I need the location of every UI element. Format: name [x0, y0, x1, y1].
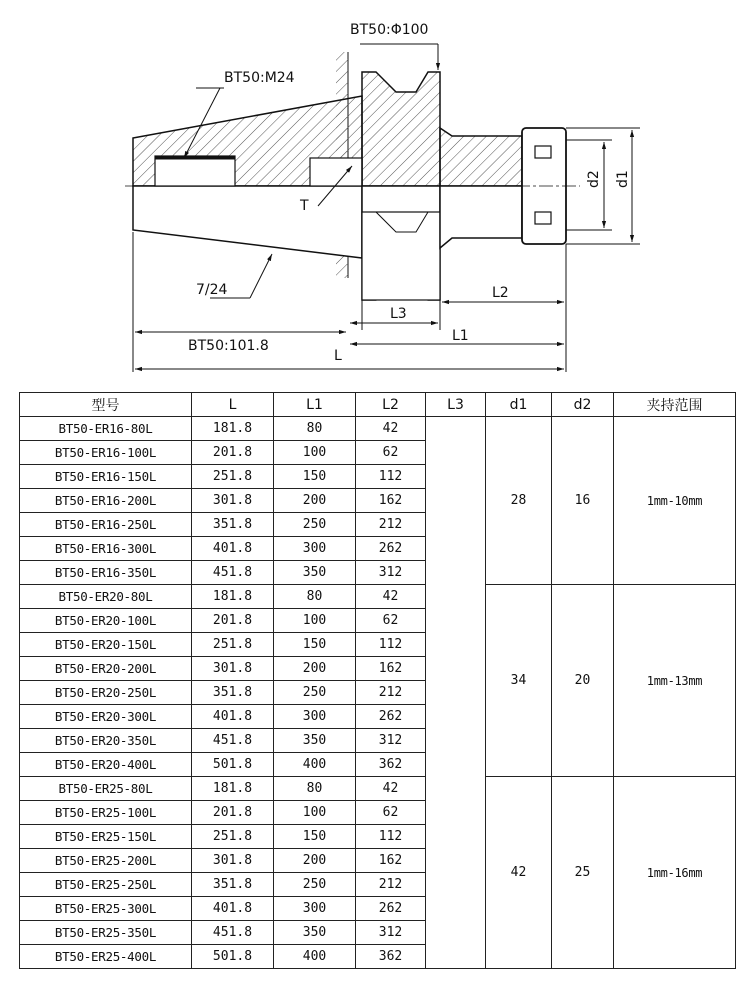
cell-L: 201.8 [192, 441, 274, 465]
cell-L: 201.8 [192, 801, 274, 825]
cell-L2: 262 [356, 705, 426, 729]
cell-L: 351.8 [192, 681, 274, 705]
cell-L1: 100 [274, 801, 356, 825]
cell-L2: 262 [356, 897, 426, 921]
label-tbolt: T [300, 198, 309, 214]
cell-L1: 200 [274, 657, 356, 681]
cell-d1: 42 [486, 777, 552, 969]
header-clamp-range: 夹持范围 [614, 393, 736, 417]
cell-L1: 250 [274, 681, 356, 705]
cell-d2: 20 [552, 585, 614, 777]
cell-L: 251.8 [192, 633, 274, 657]
cell-L1: 100 [274, 609, 356, 633]
label-L: L [334, 348, 342, 364]
cell-L1: 250 [274, 513, 356, 537]
cell-d2: 16 [552, 417, 614, 585]
cell-model: BT50-ER25-350L [20, 921, 192, 945]
cell-L3 [426, 417, 486, 969]
cell-L2: 212 [356, 513, 426, 537]
cell-L: 351.8 [192, 873, 274, 897]
cell-L1: 80 [274, 417, 356, 441]
cell-L2: 312 [356, 921, 426, 945]
cell-L2: 42 [356, 777, 426, 801]
cell-model: BT50-ER16-200L [20, 489, 192, 513]
cell-model: BT50-ER20-350L [20, 729, 192, 753]
cell-L2: 212 [356, 681, 426, 705]
label-thread: BT50:M24 [224, 70, 295, 86]
cell-L1: 350 [274, 561, 356, 585]
header-L1: L1 [274, 393, 356, 417]
cell-L: 401.8 [192, 537, 274, 561]
header-d1: d1 [486, 393, 552, 417]
cell-L1: 300 [274, 897, 356, 921]
cell-L: 181.8 [192, 417, 274, 441]
cell-L2: 112 [356, 633, 426, 657]
cell-clamp-range: 1mm-13mm [614, 585, 736, 777]
cell-L: 251.8 [192, 465, 274, 489]
cell-L2: 212 [356, 873, 426, 897]
cell-L: 251.8 [192, 825, 274, 849]
cell-L: 301.8 [192, 489, 274, 513]
cell-L2: 362 [356, 945, 426, 969]
table-row [20, 585, 736, 609]
cell-L: 181.8 [192, 777, 274, 801]
cell-L1: 400 [274, 753, 356, 777]
cell-L2: 162 [356, 657, 426, 681]
label-d1: d1 [615, 170, 631, 188]
cell-L2: 62 [356, 801, 426, 825]
cell-L1: 80 [274, 777, 356, 801]
cell-L2: 62 [356, 441, 426, 465]
cell-model: BT50-ER16-350L [20, 561, 192, 585]
cell-model: BT50-ER20-100L [20, 609, 192, 633]
cell-L: 451.8 [192, 921, 274, 945]
cell-model: BT50-ER20-150L [20, 633, 192, 657]
cell-model: BT50-ER20-250L [20, 681, 192, 705]
cell-model: BT50-ER25-250L [20, 873, 192, 897]
cell-L2: 312 [356, 561, 426, 585]
cell-L: 401.8 [192, 897, 274, 921]
header-L3: L3 [426, 393, 486, 417]
label-L2: L2 [492, 285, 509, 301]
cell-L1: 80 [274, 585, 356, 609]
cell-model: BT50-ER16-150L [20, 465, 192, 489]
cell-L2: 62 [356, 609, 426, 633]
header-L2: L2 [356, 393, 426, 417]
cell-L: 301.8 [192, 849, 274, 873]
cell-L1: 200 [274, 849, 356, 873]
cell-model: BT50-ER16-300L [20, 537, 192, 561]
label-gauge-length: BT50:101.8 [188, 338, 269, 354]
cell-L: 201.8 [192, 609, 274, 633]
cell-model: BT50-ER25-300L [20, 897, 192, 921]
cell-model: BT50-ER16-80L [20, 417, 192, 441]
cell-model: BT50-ER20-80L [20, 585, 192, 609]
cell-L: 181.8 [192, 585, 274, 609]
cell-model: BT50-ER16-100L [20, 441, 192, 465]
cell-model: BT50-ER25-150L [20, 825, 192, 849]
label-d2: d2 [586, 170, 602, 188]
cell-L1: 200 [274, 489, 356, 513]
label-L1: L1 [452, 328, 469, 344]
cell-L2: 162 [356, 849, 426, 873]
cell-L1: 250 [274, 873, 356, 897]
cell-L: 401.8 [192, 705, 274, 729]
cell-L2: 312 [356, 729, 426, 753]
toolholder-drawing [0, 0, 750, 385]
cell-L1: 300 [274, 537, 356, 561]
spec-table [19, 392, 736, 969]
header-model: 型号 [20, 393, 192, 417]
cell-L: 501.8 [192, 753, 274, 777]
cell-L1: 400 [274, 945, 356, 969]
cell-L2: 42 [356, 585, 426, 609]
cell-model: BT50-ER20-300L [20, 705, 192, 729]
label-L3: L3 [390, 306, 407, 322]
header-d2: d2 [552, 393, 614, 417]
cell-L2: 262 [356, 537, 426, 561]
cell-L: 451.8 [192, 561, 274, 585]
cell-model: BT50-ER16-250L [20, 513, 192, 537]
cell-model: BT50-ER20-200L [20, 657, 192, 681]
cell-clamp-range: 1mm-10mm [614, 417, 736, 585]
cell-L1: 350 [274, 921, 356, 945]
table-body [20, 417, 736, 969]
cell-d1: 34 [486, 585, 552, 777]
cell-model: BT50-ER20-400L [20, 753, 192, 777]
cell-L2: 162 [356, 489, 426, 513]
cell-model: BT50-ER25-100L [20, 801, 192, 825]
shank [440, 128, 566, 248]
cell-L: 501.8 [192, 945, 274, 969]
header-L: L [192, 393, 274, 417]
cell-L2: 362 [356, 753, 426, 777]
cell-L2: 112 [356, 465, 426, 489]
cell-clamp-range: 1mm-16mm [614, 777, 736, 969]
cell-L: 451.8 [192, 729, 274, 753]
table-row [20, 777, 736, 801]
label-taper: 7/24 [196, 282, 228, 298]
cell-L1: 150 [274, 465, 356, 489]
cell-L: 351.8 [192, 513, 274, 537]
cell-d2: 25 [552, 777, 614, 969]
cell-model: BT50-ER25-200L [20, 849, 192, 873]
taper-body [133, 96, 362, 258]
label-flange-diameter: BT50:Φ100 [350, 22, 429, 38]
cell-L1: 150 [274, 633, 356, 657]
cell-L1: 100 [274, 441, 356, 465]
cell-L2: 42 [356, 417, 426, 441]
table-row [20, 417, 736, 441]
cell-model: BT50-ER25-80L [20, 777, 192, 801]
cell-L1: 150 [274, 825, 356, 849]
cell-L: 301.8 [192, 657, 274, 681]
table-header-row [20, 393, 736, 417]
cell-L1: 300 [274, 705, 356, 729]
cell-d1: 28 [486, 417, 552, 585]
cell-L2: 112 [356, 825, 426, 849]
cell-L1: 350 [274, 729, 356, 753]
cell-model: BT50-ER25-400L [20, 945, 192, 969]
